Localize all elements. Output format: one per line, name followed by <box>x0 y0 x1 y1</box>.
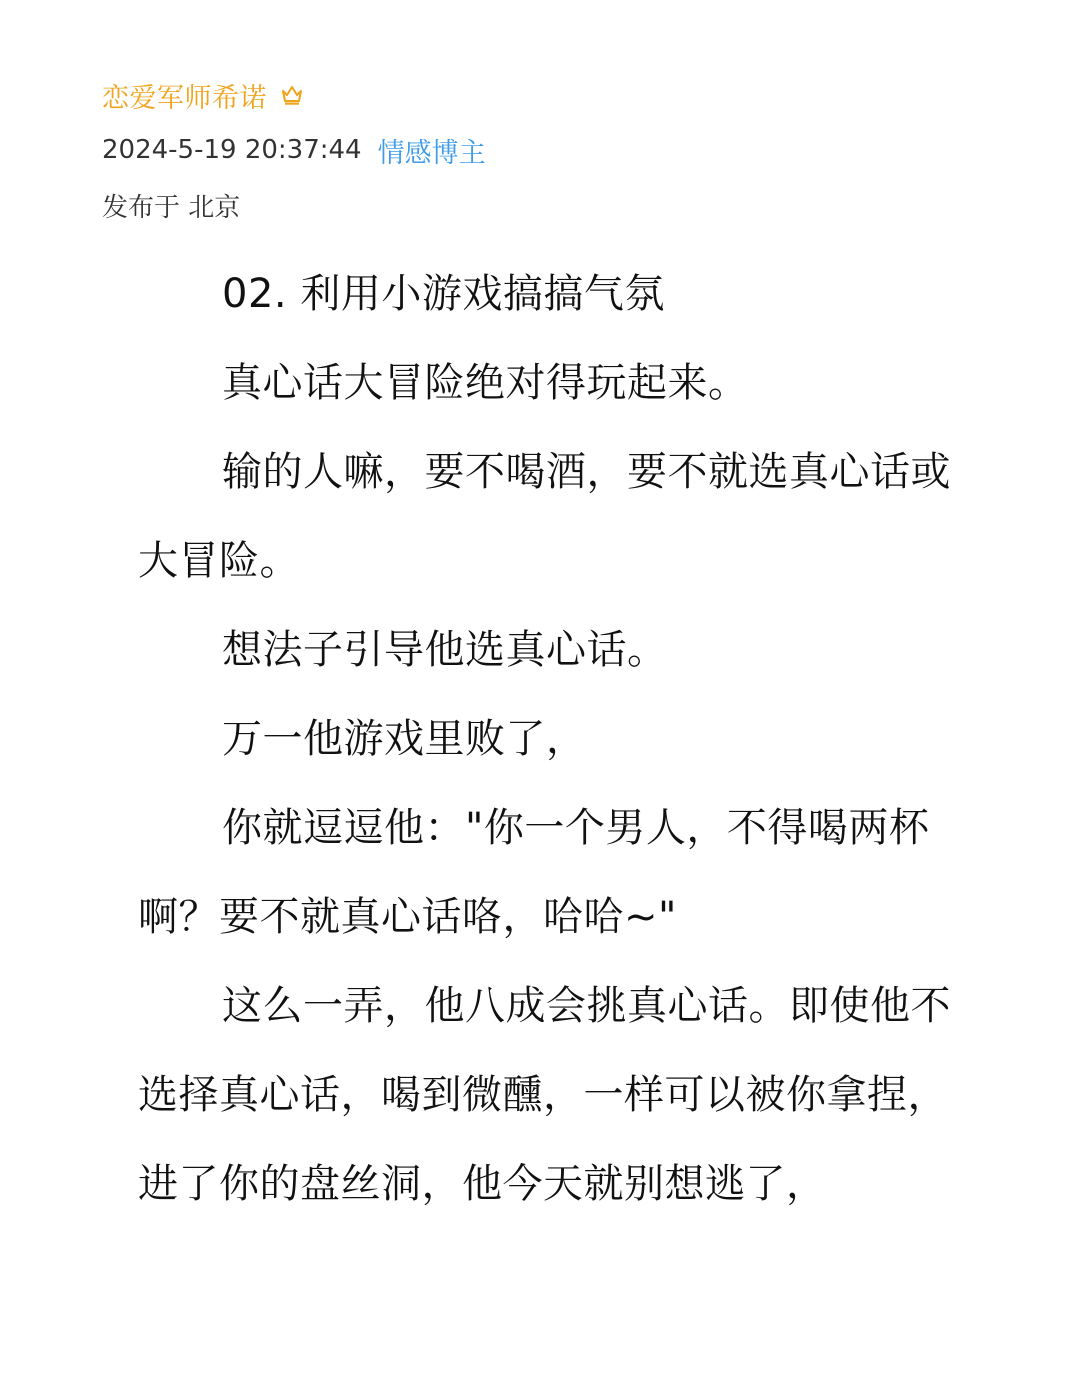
article-paragraph: 你就逗逗他："你一个男人，不得喝两杯啊？要不就真心话咯，哈哈~" <box>138 805 930 940</box>
author-row <box>102 74 982 116</box>
location-row <box>102 184 982 226</box>
article-paragraph: 02. 利用小游戏搞搞气氛 <box>222 271 665 317</box>
post-meta-row <box>102 129 982 171</box>
article-paragraph: 万一他游戏里败了， <box>222 716 587 762</box>
author-name[interactable]: 恋爱军师希诺 <box>102 82 267 114</box>
article-paragraph: 想法子引导他选真心话。 <box>222 627 668 673</box>
article-paragraph: 这么一弄，他八成会挑真心话。即使他不选择真心话，喝到微醺，一样可以被你拿捏，进了你的盘丝洞，他今天就别想逃了， <box>138 983 951 1207</box>
crown-icon <box>281 84 303 106</box>
article-paragraph: 输的人嘛，要不喝酒，要不就选真心话或大冒险。 <box>138 449 951 584</box>
article-paragraph: 真心话大冒险绝对得玩起来。 <box>222 360 749 406</box>
author-tag[interactable]: 情感博主 <box>377 137 486 169</box>
post-header <box>102 74 982 226</box>
post-location: 发布于 北京 <box>102 192 241 223</box>
article-body <box>138 250 968 1229</box>
post-datetime: 2024-5-19 20:37:44 <box>102 135 362 165</box>
